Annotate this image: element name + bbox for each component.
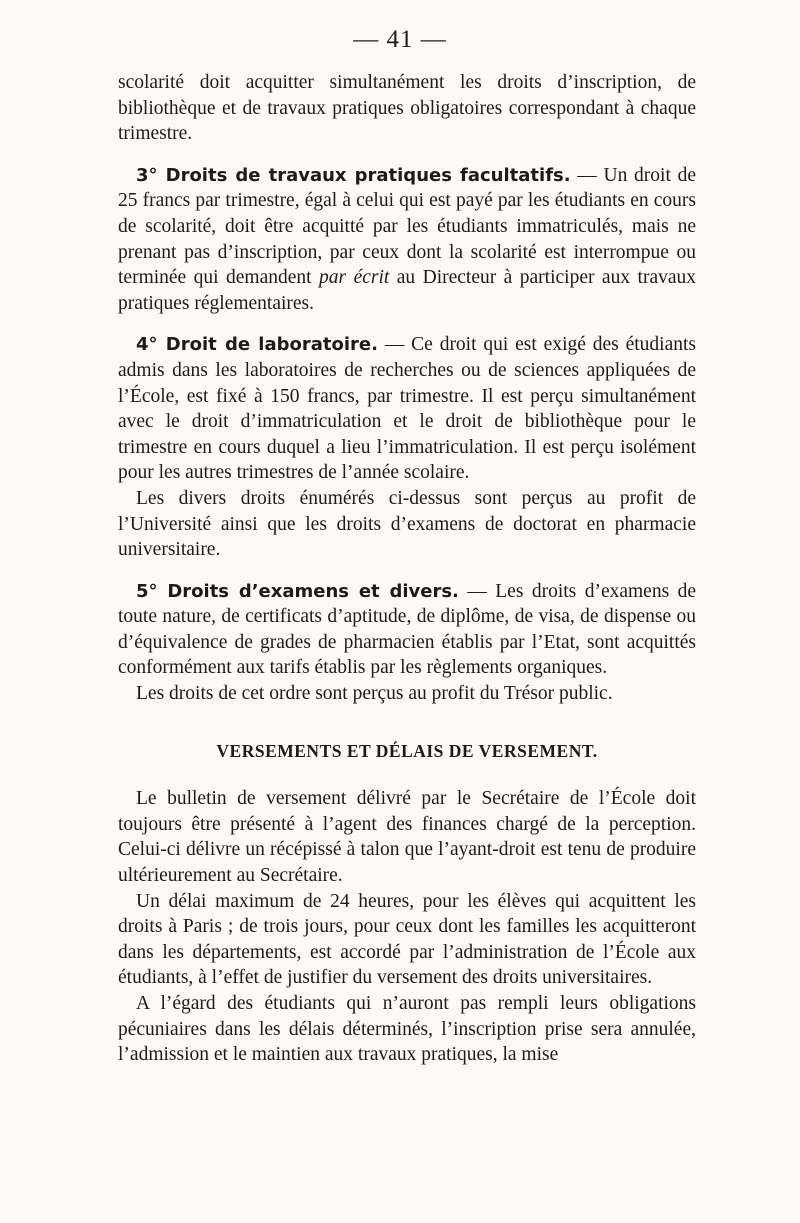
paragraph-laboratory-fee (118, 332, 696, 486)
emphasis-text: par écrit (319, 267, 390, 289)
paragraph-university-fees: Les divers droits énumérés ci-dessus sont perçus au profit de l’Université ainsi que les droits d’examens de doctorat en pharmacie universitaire. (118, 487, 696, 561)
paragraph-text: au Directeur à participer aux travaux pratiques réglementaires. (118, 267, 697, 314)
paragraph-continuation: scolarité doit acquitter simultanément les droits d’inscription, de bibliothèque et de travaux pratiques obligatoires correspondant à chaque trimestre. (118, 72, 696, 145)
page-number: — 41 — (353, 26, 447, 53)
paragraph-text: — Un droit de 25 francs par trimestre, égal à celui qui est payé par les étudiants en cours de scolarité, doit être acquitté par les étudiants immatriculés, mais ne prenant pas d’inscription, par ceux dont la scolarité est interrompue ou terminée qui demandent (118, 164, 696, 289)
section-heading: VERSEMENTS ET DÉLAIS DE VERSEMENT. (216, 740, 598, 761)
heading-exam-fees: 5° Droits d’examens et divers. (136, 580, 459, 602)
paragraph-unpaid-obligations: A l’égard des étudiants qui n’auront pas rempli leurs obligations pécuniaires dans les délais déterminés, l’inscription prise sera annulée, l’admission et le maintien aux travaux pratiques, la mise (118, 993, 696, 1066)
paragraph-treasury: Les droits de cet ordre sont perçus au profit du Trésor public. (136, 683, 613, 705)
paragraph-payment-slip: Le bulletin de versement délivré par le Secrétaire de l’École doit toujours être présenté à l’agent des finances chargé de la perception. Celui-ci délivre un récépissé à talon que l’ayant-droit est tenu de produire ultérieurement au Secrétaire. (118, 788, 696, 887)
heading-laboratory-fee: 4° Droit de laboratoire. (136, 334, 378, 356)
heading-optional-practical-work-fees: 3° Droits de travaux pratiques facultatifs. (136, 164, 571, 186)
paragraph-payment-delay: Un délai maximum de 24 heures, pour les élèves qui acquittent les droits à Paris ; de trois jours, pour ceux dont les familles les acquitteront dans les départements, est accordé par l’administration de l’École aux étudiants, à l’effet de justifier du versement des droits universitaires. (118, 890, 696, 989)
paragraph-text: — Ce droit qui est exigé des étudiants admis dans les laboratoires de recherches ou de sciences appliquées de l’École, est fixé à 150 francs, par trimestre. Il est perçu simultanément avec le droit d’immatriculation et le droit de bibliothèque pour le trimestre en cours duquel a lieu l’immatriculation. Il est perçu isolément pour les autres trimestres de l’année scolaire. (118, 334, 696, 484)
paragraph-text: — Les droits d’examens de toute nature, de certificats d’aptitude, de diplôme, de visa, de dispense ou d’équivalence de grades de pharmacien établis par l’Etat, sont acquittés conformément aux tarifs établis par les règlements organiques. (118, 580, 696, 679)
page-body (118, 70, 696, 1068)
paragraph-exam-fees (118, 579, 696, 681)
paragraph-optional-practical-work-fees (118, 163, 696, 317)
